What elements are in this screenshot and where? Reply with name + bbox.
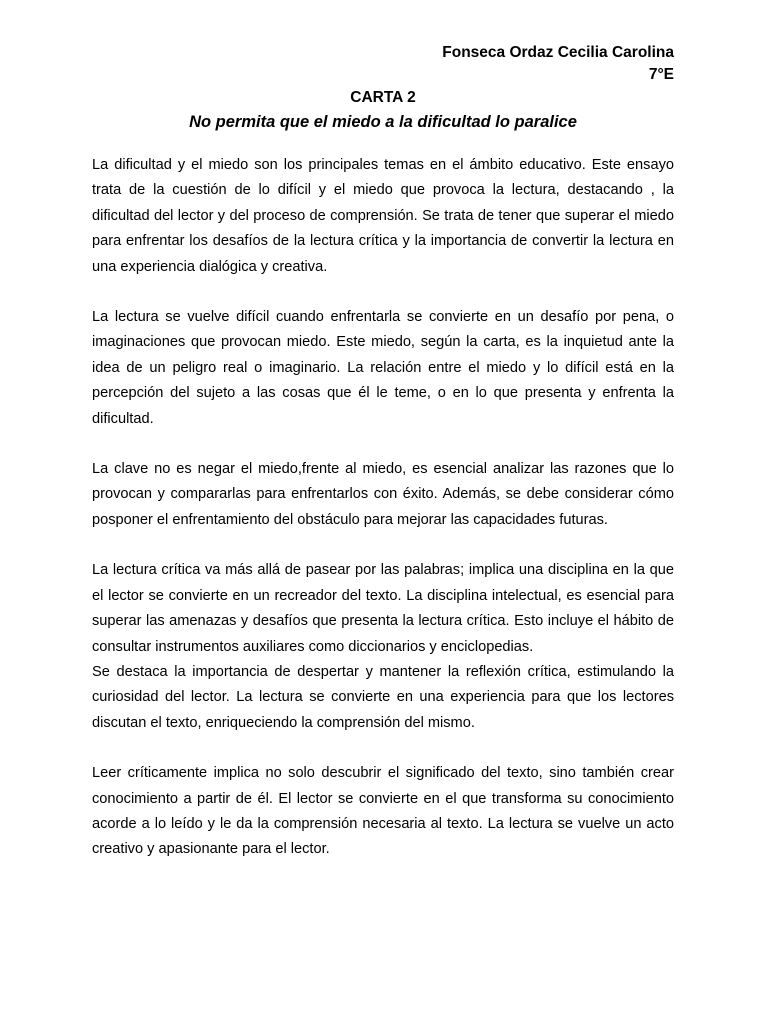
paragraph-spacer [92,736,674,761]
title-block [92,87,674,134]
paragraph-spacer [92,432,674,457]
author-name: Fonseca Ordaz Cecilia Carolina [442,44,674,61]
document-header [92,42,674,86]
paragraph-3: La clave no es negar el miedo,frente al miedo, es esencial analizar las razones que lo provocan y compararlas para enfrentarlos con éxito. Además, se debe considerar cómo posponer el enfrentamiento del obstáculo para mejorar las capacidades futuras. [92,461,674,528]
paragraph-6: Leer críticamente implica no solo descubrir el significado del texto, sino también crear conocimiento a partir de él. El lector se convierte en el que transforma su conocimiento acorde a lo leído y le da la comprensión necesaria al texto. La lectura se vuelve un acto creativo y apasionante para el lector. [92,765,674,858]
paragraph-spacer [92,533,674,558]
document-body [92,153,674,863]
paragraph-4: La lectura crítica va más allá de pasear por las palabras; implica una disciplina en la que el lector se convierte en un recreador del texto. La disciplina intelectual, es esencial para superar las amenazas y desafíos que presenta la lectura crítica. Esto incluye el hábito de consultar instrumentos auxiliares como diccionarios y enciclopedias. [92,562,674,655]
paragraph-5: Se destaca la importancia de despertar y mantener la reflexión crítica, estimulando la curiosidad del lector. La lectura se convierte en una experiencia para que los lectores discutan el texto, enriqueciendo la comprensión del mismo. [92,663,674,731]
document-subtitle: No permita que el miedo a la dificultad lo paralice [189,113,577,131]
paragraph-spacer [92,280,674,305]
document-title: CARTA 2 [350,89,416,106]
group-label: 7°E [648,66,674,83]
paragraph-2: La lectura se vuelve difícil cuando enfrentarla se convierte en un desafío por pena, o imaginaciones que provocan miedo. Este miedo, según la carta, es la inquietud ante la idea de un peligro real o imaginario. La relación entre el miedo y lo difícil está en la percepción del sujeto a las cosas que él le teme, o en lo que presenta y enfrenta la dificultad. [92,309,674,427]
paragraph-1: La dificultad y el miedo son los principales temas en el ámbito educativo. Este ensayo trata de la cuestión de lo difícil y el miedo que provoca la lectura, destacando , la dificultad del lector y del proceso de comprensión. Se trata de tener que superar el miedo para enfrentar los desafíos de la lectura crítica y la importancia de convertir la lectura en una experiencia dialógica y creativa. [92,157,674,275]
